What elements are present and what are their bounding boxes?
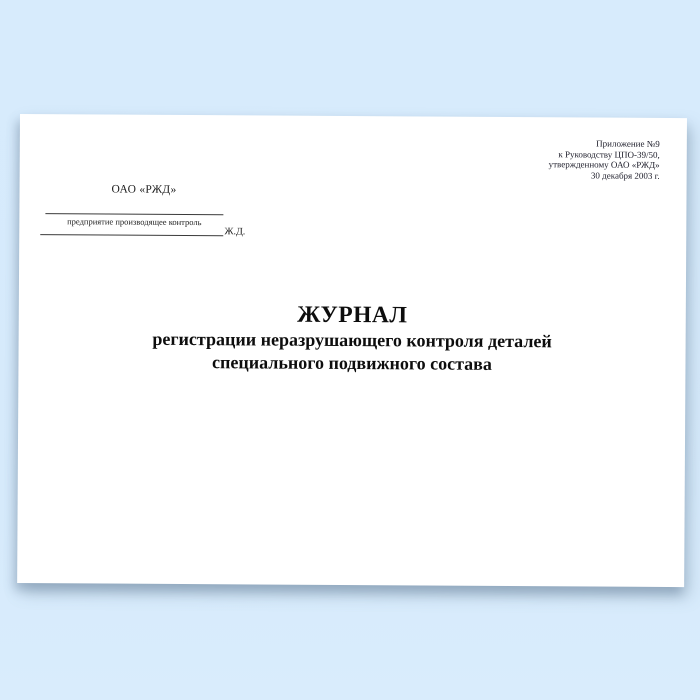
appendix-reference-block	[549, 138, 660, 181]
enterprise-blank-line	[45, 213, 223, 215]
appendix-line: утвержденному ОАО «РЖД»	[548, 159, 660, 170]
appendix-line: 30 декабря 2003 г.	[590, 169, 660, 181]
railway-field-row	[40, 222, 245, 237]
railway-blank-line	[40, 222, 223, 236]
enterprise-field-caption: предприятие производящее контроль	[67, 216, 202, 228]
document-title-sub-line: специального подвижного состава	[211, 352, 493, 374]
appendix-line: к Руководству ЦПО-39/50,	[558, 148, 660, 160]
document-title-block	[18, 300, 685, 377]
railway-suffix-label: Ж.Д.	[224, 226, 246, 238]
organization-name: ОАО «РЖД»	[111, 183, 177, 196]
journal-cover-page	[17, 114, 687, 587]
document-title-sub-line: регистрации неразрушающего контроля деталей	[152, 328, 552, 352]
document-title-main: ЖУРНАЛ	[297, 301, 408, 329]
appendix-line: Приложение №9	[596, 138, 660, 149]
